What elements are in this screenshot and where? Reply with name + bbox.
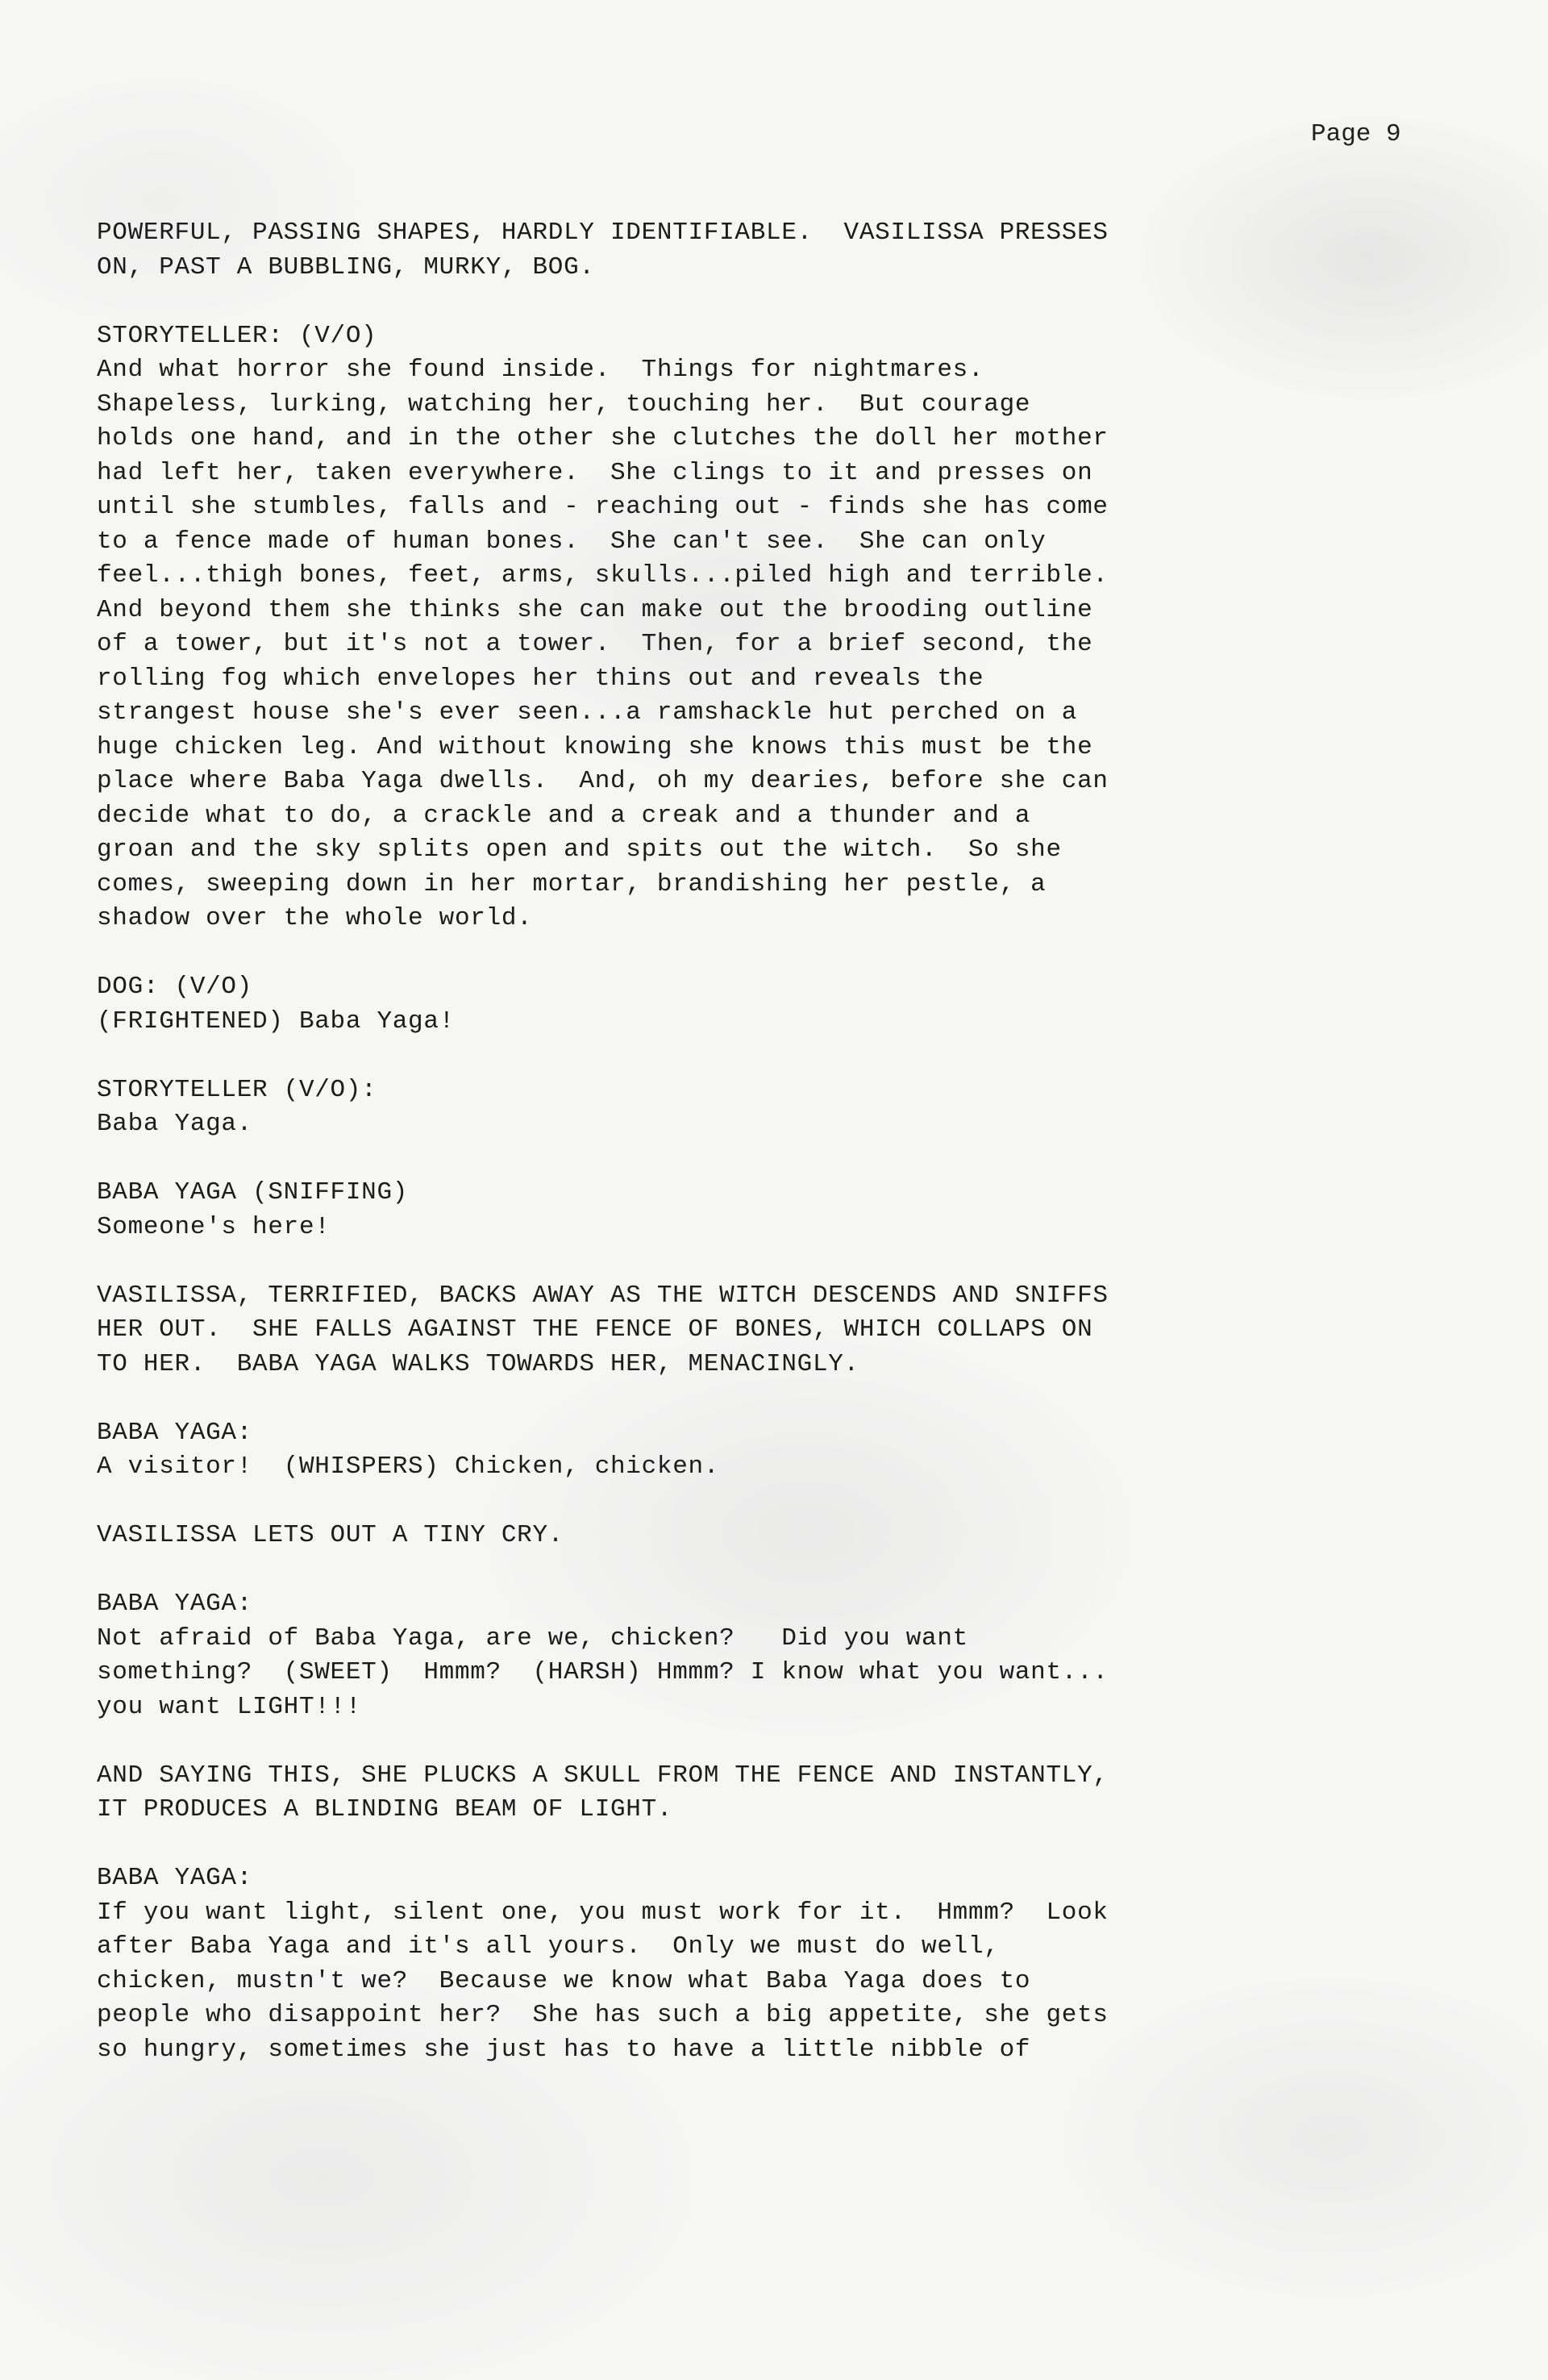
speaker-label: BABA YAGA (SNIFFING) [97, 1178, 409, 1207]
script-line: shadow over the whole world. [97, 904, 533, 932]
action-block [97, 1759, 1467, 1828]
script-line: strangest house she's ever seen...a ramshackle hut perched on a [97, 698, 1078, 727]
script-line: huge chicken leg. And without knowing she knows this must be the [97, 732, 1093, 761]
action-block [97, 216, 1467, 285]
script-body [97, 216, 1467, 2067]
script-line: ON, PAST A BUBBLING, MURKY, BOG. [97, 252, 595, 281]
script-line: holds one hand, and in the other she clutches the doll her mother [97, 424, 1109, 452]
script-line: HER OUT. SHE FALLS AGAINST THE FENCE OF BONES, WHICH COLLAPS ON [97, 1315, 1093, 1344]
script-line: VASILISSA LETS OUT A TINY CRY. [97, 1521, 564, 1549]
speaker-label: STORYTELLER: (V/O) [97, 321, 377, 350]
script-line: comes, sweeping down in her mortar, brandishing her pestle, a [97, 869, 1047, 898]
script-line: rolling fog which envelopes her thins out and reveals the [97, 664, 984, 693]
script-line: Baba Yaga. [97, 1110, 253, 1138]
script-line: decide what to do, a crackle and a creak and a thunder and a [97, 801, 1031, 830]
script-line: place where Baba Yaga dwells. And, oh my dearies, before she can [97, 767, 1109, 795]
script-line: something? (SWEET) Hmmm? (HARSH) Hmmm? I know what you want... [97, 1658, 1109, 1686]
script-line: of a tower, but it's not a tower. Then, for a brief second, the [97, 630, 1093, 658]
script-line: so hungry, sometimes she just has to have a little nibble of [97, 2035, 1031, 2064]
script-line: VASILISSA, TERRIFIED, BACKS AWAY AS THE WITCH DESCENDS AND SNIFFS [97, 1281, 1109, 1310]
script-line: after Baba Yaga and it's all yours. Only we must do well, [97, 1932, 1000, 1961]
script-line: Shapeless, lurking, watching her, touching her. But courage [97, 390, 1031, 419]
speaker-label: STORYTELLER (V/O): [97, 1075, 377, 1104]
script-line: If you want light, silent one, you must work for it. Hmmm? Look [97, 1898, 1109, 1927]
script-line: Not afraid of Baba Yaga, are we, chicken? Did you want [97, 1623, 968, 1653]
script-line: And what horror she found inside. Things for nightmares. [97, 356, 984, 384]
script-line: you want LIGHT!!! [97, 1692, 362, 1721]
script-line: POWERFUL, PASSING SHAPES, HARDLY IDENTIFIABLE. VASILISSA PRESSES [97, 219, 1109, 247]
script-line: IT PRODUCES A BLINDING BEAM OF LIGHT. [97, 1795, 673, 1824]
speaker-label: BABA YAGA: [97, 1864, 253, 1892]
speaker-label: BABA YAGA: [97, 1590, 253, 1618]
script-line: people who disappoint her? She has such a big appetite, she gets [97, 2001, 1109, 2029]
script-line: feel...thigh bones, feet, arms, skulls...piled high and terrible. [97, 561, 1109, 590]
script-line: (FRIGHTENED) Baba Yaga! [97, 1007, 455, 1036]
speaker-label: DOG: (V/O) [97, 973, 253, 1001]
dialogue-block [97, 1622, 1467, 1725]
action-block [97, 1279, 1467, 1382]
script-line: A visitor! (WHISPERS) Chicken, chicken. [97, 1453, 720, 1481]
script-line: groan and the sky splits open and spits out the witch. So she [97, 836, 1062, 864]
dialogue-block [97, 353, 1467, 936]
speaker-label: BABA YAGA: [97, 1418, 253, 1447]
page-number: Page 9 [1311, 120, 1401, 148]
script-line: And beyond them she thinks she can make out the brooding outline [97, 595, 1093, 624]
dialogue-block [97, 1896, 1467, 2068]
script-line: AND SAYING THIS, SHE PLUCKS A SKULL FROM THE FENCE AND INSTANTLY, [97, 1761, 1109, 1790]
script-line: to a fence made of human bones. She can't see. She can only [97, 527, 1047, 556]
script-line: had left her, taken everywhere. She clings to it and presses on [97, 458, 1093, 487]
script-line: TO HER. BABA YAGA WALKS TOWARDS HER, MENACINGLY. [97, 1349, 859, 1378]
script-line: until she stumbles, falls and - reaching out - finds she has come [97, 493, 1109, 521]
script-line: chicken, mustn't we? Because we know what Baba Yaga does to [97, 1966, 1031, 1995]
script-line: Someone's here! [97, 1212, 331, 1241]
